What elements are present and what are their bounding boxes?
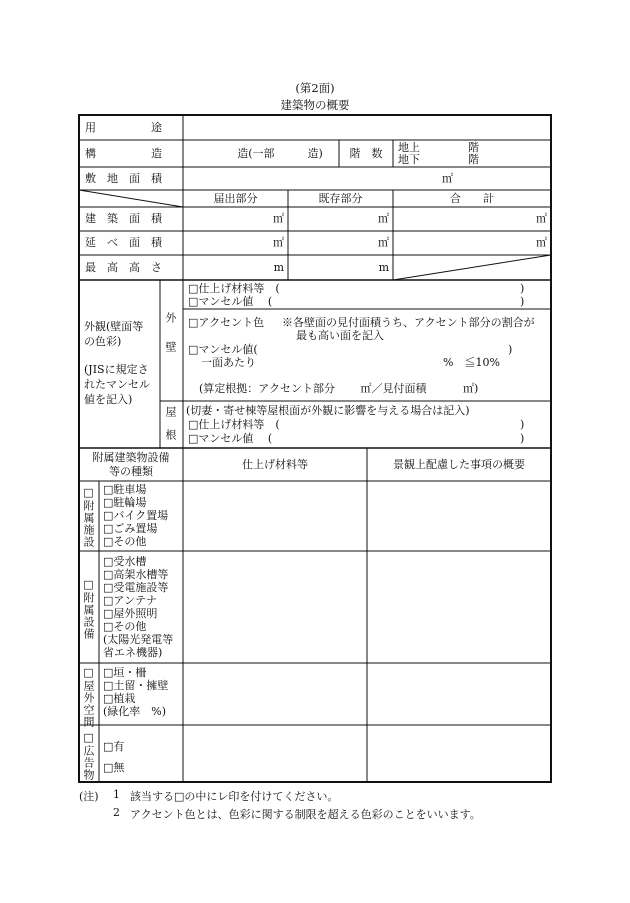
below-ground-label: 地下 — [398, 153, 420, 166]
equipment-item: □受電施設等 — [103, 581, 169, 594]
page-label: (第2面) — [295, 81, 335, 95]
equipment-item: □その他 — [103, 620, 147, 633]
floor-area-unit-1: ㎡ — [273, 236, 284, 249]
sign-option-yes: □有 — [103, 740, 125, 753]
per-face-label: 一面あたり — [201, 356, 256, 369]
equipment-item: 省エネ機器) — [103, 646, 163, 659]
floor-area-unit-3: ㎡ — [536, 236, 547, 249]
equipment-item: (太陽光発電等 — [103, 633, 174, 646]
equipment-item: □受水槽 — [103, 555, 147, 568]
note-1-number: 1 — [113, 788, 120, 801]
roof-label: 屋根 — [164, 406, 177, 452]
annex-item: □バイク置場 — [103, 509, 169, 522]
building-area-unit-2: ㎡ — [378, 212, 389, 225]
notes-prefix: (注) — [79, 790, 99, 803]
outdoor-item: □土留・擁壁 — [103, 679, 169, 692]
outdoor-space-label: □屋外空間 — [82, 666, 95, 728]
page-title: 建築物の概要 — [280, 98, 350, 112]
note-2-text: アクセント色とは、色彩に関する制限を超える色彩のことをいいます。 — [130, 808, 481, 821]
annex-item: □駐車場 — [103, 483, 147, 496]
exterior-label-5: 値を記入) — [84, 393, 133, 406]
facilities-header-2: 等の種類 — [109, 465, 153, 478]
structure-label: 構 造 — [85, 147, 162, 160]
signage-label: □広告物 — [82, 731, 95, 781]
finish-material-row: □仕上げ材料等 ( — [188, 282, 280, 295]
munsell-close: ) — [520, 295, 525, 308]
building-area-unit-3: ㎡ — [536, 212, 547, 225]
munsell-2-row: □マンセル値( — [188, 343, 258, 356]
note-2-number: 2 — [113, 806, 120, 819]
above-ground-unit: 階 — [468, 141, 479, 154]
col-existing: 既存部分 — [318, 192, 363, 205]
roof-finish-row: □仕上げ材料等 ( — [188, 418, 280, 431]
roof-finish-close: ) — [520, 418, 525, 431]
above-ground-label: 地上 — [398, 141, 420, 154]
building-area-label: 建 築 面 積 — [85, 212, 162, 225]
exterior-label-4: れたマンセル — [84, 378, 150, 391]
munsell-2-close: ) — [508, 343, 513, 356]
col-total: 合 計 — [450, 192, 494, 205]
use-label: 用 途 — [85, 121, 162, 134]
equipment-items — [103, 555, 173, 659]
structure-value: 造(一部 造) — [237, 147, 323, 160]
annex-item: □ごみ置場 — [103, 522, 158, 535]
outdoor-items — [103, 666, 168, 718]
max-height-unit-1: m — [273, 261, 284, 274]
finish-header: 仕上げ材料等 — [242, 458, 308, 471]
building-area-unit-1: ㎡ — [273, 212, 284, 225]
equipment-item: □アンテナ — [103, 594, 157, 607]
roof-munsell-row: □マンセル値 ( — [188, 432, 273, 445]
accent-color-checkbox: □アクセント色 — [188, 316, 265, 329]
equipment-item: □高架水槽等 — [103, 568, 169, 581]
note-1-text: 該当する□の中にレ印を付けてください。 — [130, 790, 339, 803]
landscape-header: 景観上配慮した事項の概要 — [393, 458, 525, 471]
annex-items — [103, 483, 168, 548]
equipment-item: □屋外照明 — [103, 607, 158, 620]
site-area-unit: ㎡ — [442, 172, 453, 185]
exterior-label-3: (JISに規定さ — [84, 363, 149, 376]
facilities-header-1: 附属建築物設備 — [92, 451, 170, 464]
col-submitted: 届出部分 — [213, 192, 258, 205]
floor-area-label: 延 べ 面 積 — [85, 236, 162, 249]
roof-note: (切妻・寄せ棟等屋根面が外観に影響を与える場合は記入) — [186, 404, 470, 417]
exterior-label-1: 外観(壁面等 — [84, 320, 144, 333]
roof-munsell-close: ) — [520, 432, 525, 445]
outdoor-item: (緑化率 %) — [103, 705, 167, 718]
munsell-row: □マンセル値 ( — [188, 295, 273, 308]
calc-basis: (算定根拠：アクセント部分 ㎡／見付面積 ㎡) — [199, 382, 479, 395]
floor-area-unit-2: ㎡ — [378, 236, 389, 249]
outdoor-item: □垣・柵 — [103, 666, 147, 679]
annex-equipment-label: □附属設備 — [82, 578, 95, 640]
floors-label: 階 数 — [349, 147, 383, 160]
finish-material-close: ) — [520, 282, 525, 295]
percent-limit: % ≦10% — [443, 356, 500, 369]
accent-note-2: 最も高い面を記入 — [296, 329, 384, 342]
annex-facility-label: □附属施設 — [82, 486, 95, 548]
accent-note-1: ※各壁面の見付面積うち、アクセント部分の割合が — [282, 316, 535, 329]
below-ground-unit: 階 — [468, 153, 479, 166]
annex-item: □その他 — [103, 535, 147, 548]
exterior-label-2: の色彩) — [84, 335, 122, 348]
outdoor-item: □植栽 — [103, 692, 136, 705]
wall-label: 外壁 — [164, 312, 177, 370]
site-area-label: 敷 地 面 積 — [85, 172, 162, 185]
annex-item: □駐輪場 — [103, 496, 147, 509]
max-height-unit-2: m — [378, 261, 389, 274]
max-height-label: 最 高 高 さ — [85, 261, 162, 274]
sign-option-no: □無 — [103, 761, 125, 774]
